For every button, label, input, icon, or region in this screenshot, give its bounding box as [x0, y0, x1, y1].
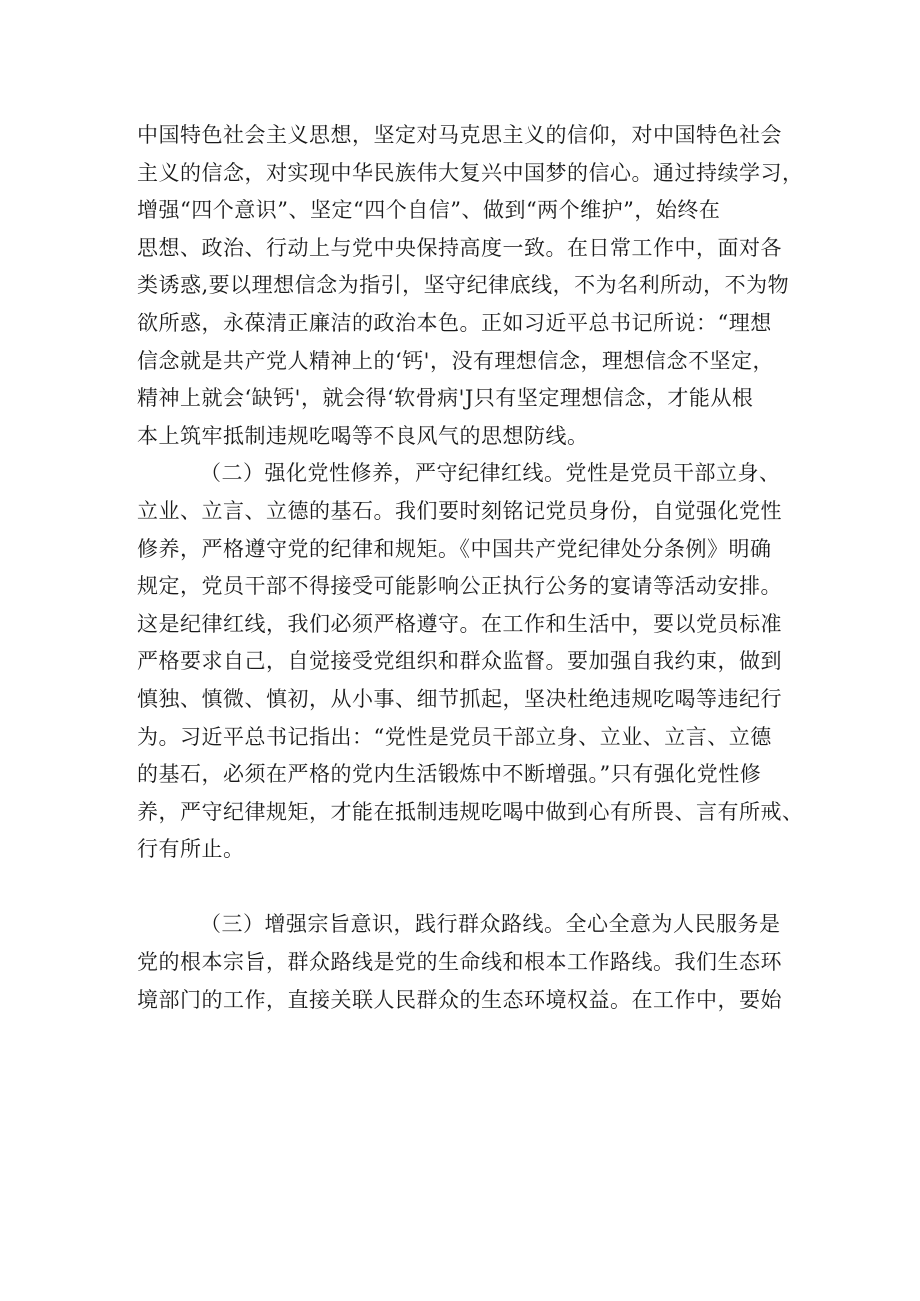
- text-line: 行有所止。: [137, 837, 245, 862]
- text-line: 党的根本宗旨，群众路线是党的生命线和根本工作路线。我们生态环: [137, 950, 782, 975]
- document-body: [137, 117, 804, 1019]
- paragraph-spacer: [137, 869, 797, 907]
- text-line: 严格要求自己，自觉接受党组织和群众监督。要加强自我约束，做到: [137, 649, 782, 674]
- text-line: （三）增强宗旨意识，践行群众路线。全心全意为人民服务是: [200, 912, 781, 937]
- text-line: 规定，党员干部不得接受可能影响公正执行公务的宴请等活动安排。: [137, 574, 782, 599]
- text-line: 欲所惑，永葆清正廉洁的政治本色。正如习近平总书记所说：“理想: [137, 310, 772, 335]
- text-line: 本上筑牢抵制违规吃喝等不良风气的思想防线。: [137, 423, 589, 448]
- text-line: 养，严守纪律规矩，才能在抵制违规吃喝中做到心有所畏、言有所戒、: [137, 799, 804, 824]
- text-line: 精神上就会‘缺钙'，就会得‘软骨病'J只有坚定理想信念，才能从根: [137, 386, 754, 411]
- text-line: 立业、立言、立德的基石。我们要时刻铭记党员身份，自觉强化党性: [137, 498, 782, 523]
- paragraph-party-discipline: [137, 455, 804, 869]
- text-line: 主义的信念，对实现中华民族伟大复兴中国梦的信心。通过持续学习，: [137, 160, 804, 185]
- text-line: 这是纪律红线，我们必须严格遵守。在工作和生活中，要以党员标准: [137, 611, 782, 636]
- text-line: 信念就是共产党人精神上的‘钙'，没有理想信念，理想信念不坚定，: [137, 348, 774, 373]
- text-line: 慎独、慎微、慎初，从小事、细节抓起，坚决杜绝违规吃喝等违纪行: [137, 686, 782, 711]
- text-line: 为。习近平总书记指出：“党性是党员干部立身、立业、立言、立德: [137, 724, 772, 749]
- text-line: 的基石，必须在严格的党内生活锻炼中不断增强。”只有强化党性修: [137, 762, 762, 787]
- paragraph-mass-line: [137, 906, 797, 1019]
- paragraph-ideals-beliefs: [137, 117, 804, 455]
- text-line: 类诱惑,要以理想信念为指引，坚守纪律底线，不为名利所动，不为物: [137, 273, 790, 298]
- text-line: 中国特色社会主义思想，坚定对马克思主义的信仰，对中国特色社会: [137, 123, 782, 147]
- text-line: 思想、政治、行动上与党中央保持高度一致。在日常工作中，面对各: [137, 235, 782, 260]
- text-line: 增强“四个意识”、坚定“四个自信”、做到“两个维护”，始终在: [137, 198, 721, 223]
- text-line: 境部门的工作，直接关联人民群众的生态环境权益。在工作中，要始: [137, 987, 782, 1012]
- text-line: （二）强化党性修养，严守纪律红线。党性是党员干部立身、: [200, 461, 781, 486]
- text-line: 修养，严格遵守党的纪律和规矩。《中国共产党纪律处分条例》明确: [137, 536, 772, 561]
